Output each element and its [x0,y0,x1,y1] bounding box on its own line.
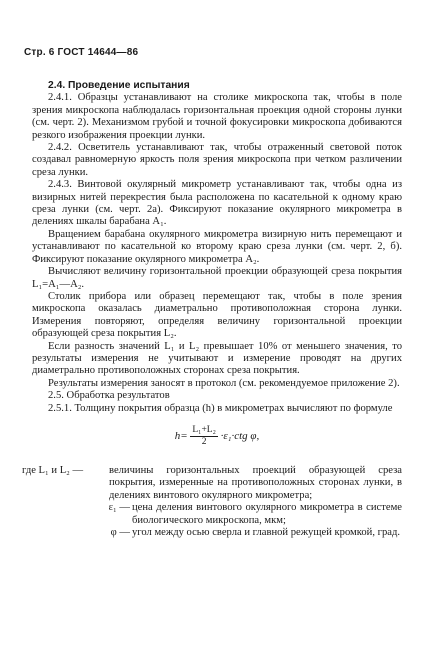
formula-denominator: 2 [201,436,207,447]
definition-epsilon [32,502,402,527]
paragraph-2-4-1: 2.4.1. Образцы устанавливают на столике микроскопа так, чтобы в поле зрения микроскопа наблюдалась горизонтальная проекция одной стороны лунки (см. черт. 2). Механизмом грубой и точной фокусировки микроскопа добиваются резкого изображения проекции лунки. [32,92,402,141]
definition-desc: цена деления винтового окулярного микрометра в системе биологического микроскопа, мкм; [132,502,402,526]
definitions-list [22,464,402,539]
section-2-5-title: 2.5. Обработка результатов [48,390,170,402]
paragraph-difference: Если разность значений L₁ и L₂ превышает 10% от меньшего значения, то результаты измерения не учитывают и измерение проводят на других диаметрально противоположных сторонах среза покрытия. [32,340,402,377]
thickness-formula [32,425,402,455]
page-content [22,80,402,539]
paragraph-protocol: Результаты измерения заносят в протокол (см. рекомендуемое приложение 2). [48,377,400,389]
paragraph-2-5-1: 2.5.1. Толщину покрытия образца (h) в микрометрах вычисляют по формуле [48,402,393,414]
formula-numerator: L₁+L₂ [192,424,216,435]
definition-term: φ — [110,527,130,538]
section-2-4-title: 2.4. Проведение испытания [48,80,190,91]
definition-l1-l2 [22,465,402,502]
paragraph-rotation: Вращением барабана окулярного микрометра визирную нить перемещают и устанавливают по касательной ко второму краю среза лунки (см. черт. 2, б). Фиксируют показание окулярного микрометра A₂. [32,228,402,265]
page-header: Стр. 6 ГОСТ 14644—86 [24,47,139,58]
paragraph-calc-l1: Вычисляют величину горизонтальной проекции образующей среза покрытия L₁=A₁—A₂. [32,266,402,290]
formula-fraction [190,425,218,448]
definition-desc: величины горизонтальных проекций образующей среза покрытия, измеренные на противоположных сторонах лунки, в делениях винтового окулярного микрометра; [109,464,402,501]
paragraph-move-stage: Столик прибора или образец перемещают так, чтобы в поле зрения микроскопа оказалась диаметрально противоположная сторона лунки. Измерения повторяют, определяя величину горизонтальной проекции образующей среза покрытия L₂. [32,290,402,340]
definition-desc: угол между осью сверла и главной режущей кромкой, град. [132,527,401,538]
formula-rhs: ·ε₁·ctg φ, [220,430,260,443]
definition-term: ε₁ — [108,502,130,514]
definition-phi [32,527,402,539]
paragraph-2-4-2: 2.4.2. Осветитель устанавливают так, чтобы отраженный световой поток создавал равномерную яркость поля зрения микроскопа при четком различении среза лунки. [32,142,402,178]
paragraph-2-4-3: 2.4.3. Винтовой окулярный микрометр устанавливают так, чтобы одна из визирных нитей перекрестия была расположена по касательной к одному краю среза лунки (см. черт. 2а). Фиксируют показание окулярного микрометра в делениях шкалы барабана A₁. [32,179,402,228]
formula-lhs: h= [174,430,188,443]
definition-term: где L₁ и L₂ — [22,464,84,476]
